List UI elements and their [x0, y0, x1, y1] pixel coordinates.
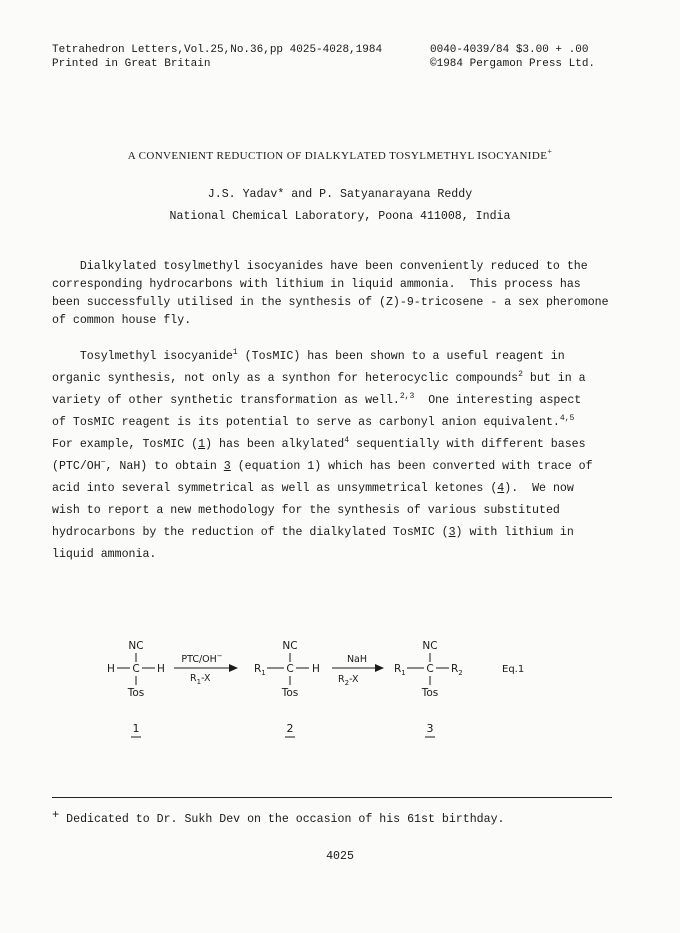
compound-numbers	[131, 722, 435, 737]
issn-price: 0040-4039/84 $3.00 + .00	[430, 44, 589, 56]
svg-text:Tos: Tos	[127, 687, 145, 699]
svg-text:C: C	[286, 663, 294, 675]
equation-label: Eq.1	[502, 664, 525, 675]
reference-mark: 2	[518, 370, 523, 379]
reaction-arrow-2	[332, 654, 384, 687]
svg-text:H: H	[107, 663, 115, 675]
reference-mark: 1	[232, 348, 238, 357]
body-line: hydrocarbons by the reduction of the dialkylated TosMIC (3) with lithium in	[52, 526, 574, 539]
reference-mark: 4,5	[559, 414, 575, 423]
svg-text:R2-X: $R_2-X$	[338, 674, 359, 687]
reaction-scheme	[0, 620, 680, 750]
compound-3-structure	[394, 640, 463, 699]
svg-text:Tos: Tos	[421, 687, 439, 699]
compound-number: 2	[286, 722, 294, 735]
svg-text:Tos: Tos	[281, 687, 299, 699]
compound-number: 3	[426, 722, 434, 735]
title-footnote-mark: +	[547, 147, 553, 156]
svg-text:NC: NC	[422, 640, 438, 652]
compound-2-structure	[254, 640, 320, 699]
svg-text:C: C	[426, 663, 434, 675]
svg-text:PTC/OH−: PTC/OH−	[181, 652, 223, 665]
body-line: (PTC/OH−, NaH) to obtain 3 (equation 1) which has been converted with trace of	[52, 458, 593, 473]
printed-in: Printed in Great Britain	[52, 58, 211, 70]
compound-ref: 3	[223, 460, 231, 473]
affiliation: National Chemical Laboratory, Poona 411008, India	[169, 210, 511, 223]
footnote	[52, 808, 505, 826]
body-line: variety of other synthetic transformation as well.$^{2,3}$ One interesting aspect	[52, 392, 582, 407]
body-line: For example, TosMIC (1) has been alkylated$^4$ sequentially with different bases	[52, 436, 586, 451]
page-number: 4025	[326, 850, 354, 863]
abstract-line: corresponding hydrocarbons with lithium in liquid ammonia. This process has	[52, 278, 581, 291]
abstract-line: of common house fly.	[52, 314, 192, 327]
svg-text:H: H	[157, 663, 165, 675]
copyright: ©1984 Pergamon Press Ltd.	[430, 58, 596, 70]
svg-text:R1-X: $R_1-X$	[190, 673, 211, 686]
compound-1-structure	[107, 640, 165, 699]
body-line: liquid ammonia.	[52, 548, 157, 561]
compound-ref: 4	[497, 482, 505, 495]
author-list: J.S. Yadav* and P. Satyanarayana Reddy	[207, 188, 473, 201]
body-line: Tosylmethyl isocyanide$^1$ (TosMIC) has been shown to a useful reagent in	[52, 348, 565, 363]
footnote-divider	[52, 797, 612, 798]
svg-text:NC: NC	[282, 640, 298, 652]
svg-text:R2: $R_2$	[451, 663, 463, 677]
body-line: of TosMIC reagent is its potential to serve as carbonyl anion equivalent.$^{4,5}$	[52, 414, 575, 429]
svg-text:NC: NC	[128, 640, 144, 652]
abstract	[52, 258, 622, 330]
body-line: acid into several symmetrical as well as unsymmetrical ketones (4). We now	[52, 482, 574, 495]
body-paragraph	[52, 346, 622, 566]
body-line: wish to report a new methodology for the synthesis of various substituted	[52, 504, 560, 517]
paper-title	[0, 147, 680, 162]
compound-ref: 3	[448, 526, 456, 539]
title-text: A CONVENIENT REDUCTION OF DIALKYLATED TOSYLMETHYL ISOCYANIDE	[127, 150, 548, 162]
compound-ref: 1	[198, 438, 206, 451]
reference-mark: 2,3	[399, 392, 415, 401]
reference-mark: 4	[344, 436, 350, 445]
body-line: organic synthesis, not only as a synthon for heterocyclic compounds$^2$ but in a	[52, 370, 586, 385]
compound-number: 1	[132, 722, 140, 735]
reaction-arrow-1	[174, 652, 238, 686]
svg-text:C: C	[132, 663, 140, 675]
abstract-line: Dialkylated tosylmethyl isocyanides have been conveniently reduced to the	[52, 260, 588, 273]
svg-text:H: H	[312, 663, 320, 675]
footnote-mark: +	[52, 808, 60, 822]
svg-text:R1: $R_1$	[254, 663, 266, 677]
abstract-line: been successfully utilised in the synthesis of (Z)-9-tricosene - a sex pheromone	[52, 296, 609, 309]
journal-citation: Tetrahedron Letters,Vol.25,No.36,pp 4025-4028,1984	[52, 44, 383, 56]
svg-text:R1: $R_1$	[394, 663, 406, 677]
svg-text:NaH: NaH	[346, 654, 368, 665]
footnote-text: Dedicated to Dr. Sukh Dev on the occasion of his 61st birthday.	[66, 813, 505, 826]
